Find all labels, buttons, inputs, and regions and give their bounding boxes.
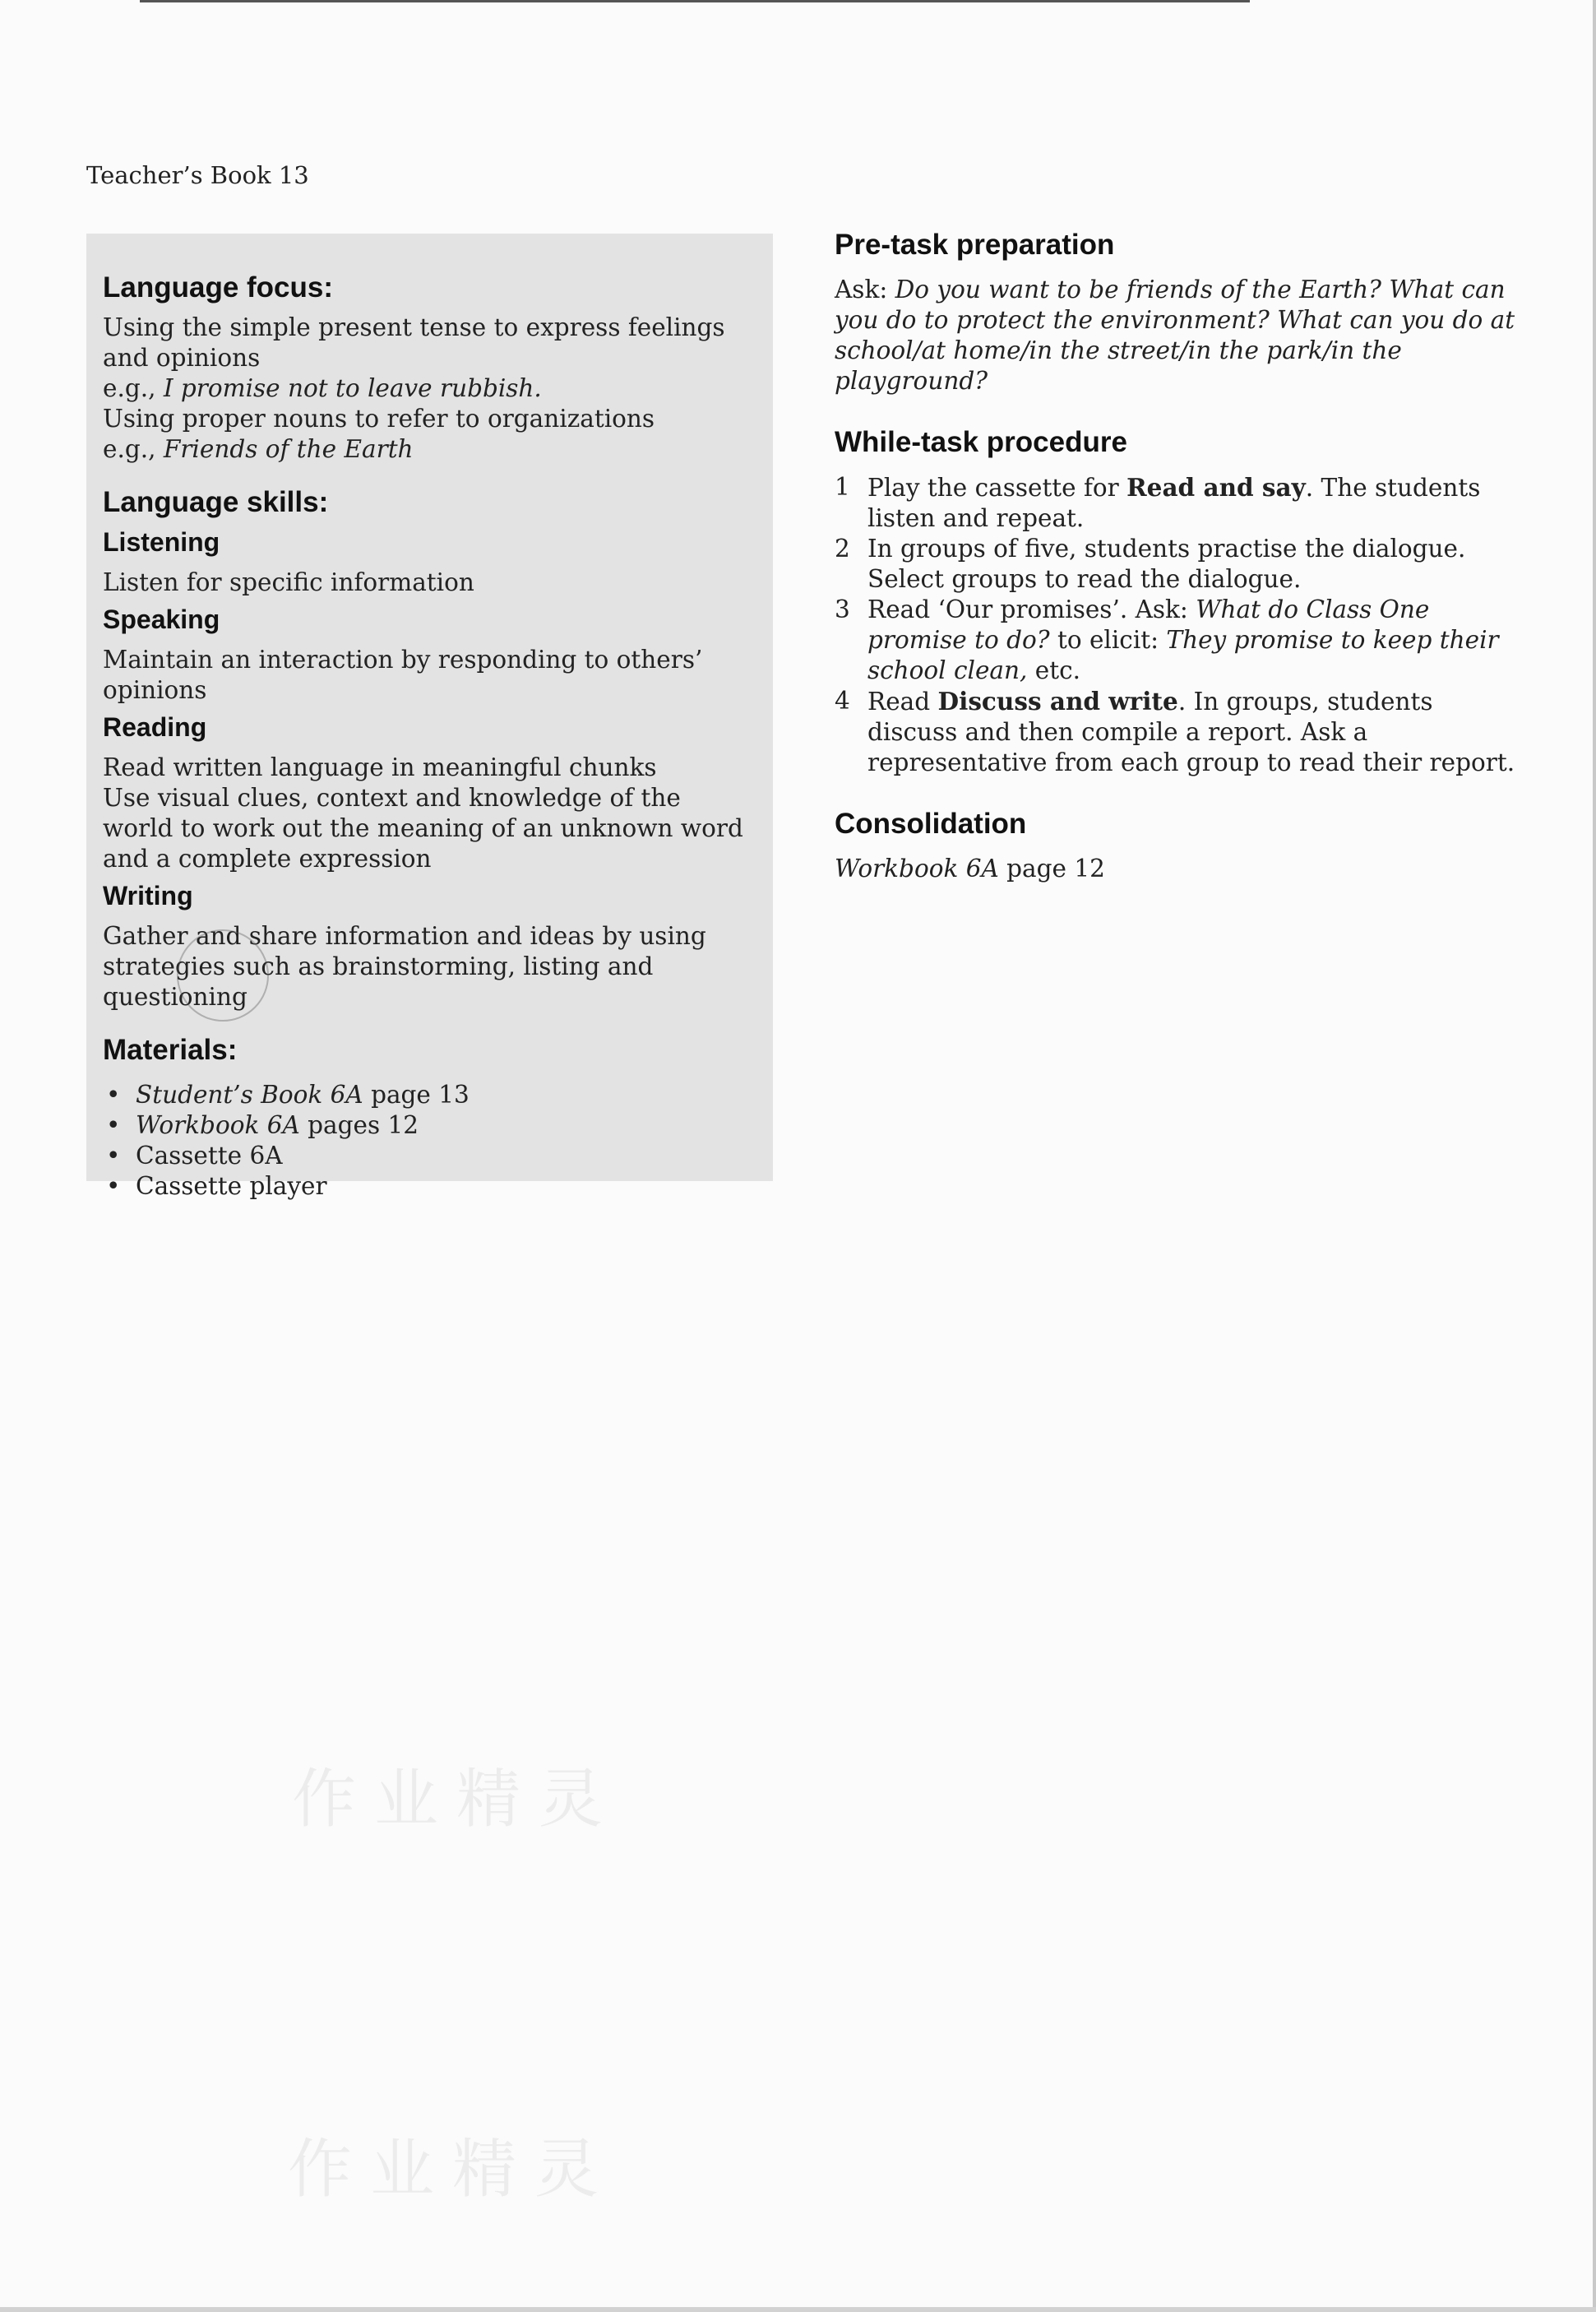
watermark: 作业精灵	[292, 1763, 622, 1837]
materials-item: • Cassette player	[103, 1171, 755, 1202]
consolidation-heading: Consolidation	[835, 808, 1027, 840]
material-page: page 13	[363, 1081, 470, 1109]
running-head: Teacher’s Book 13	[86, 161, 309, 189]
step-text: In groups of five, students practise the dialogue. Select groups to read the dialogue.	[867, 535, 1466, 593]
step-text: to elicit:	[1049, 626, 1167, 654]
pre-task-questions: Do you want to be friends of the Earth? What can you do to protect the environment? What can you do at school/at home/in the street/in the park/in the playground?	[835, 276, 1515, 395]
while-task-section	[835, 426, 1517, 778]
while-task-heading: While-task procedure	[835, 426, 1127, 458]
procedure-step	[835, 595, 1517, 686]
example-prefix: e.g.,	[103, 374, 164, 402]
materials-item: • Cassette 6A	[103, 1141, 755, 1171]
step-text: . The students listen and repeat.	[867, 474, 1481, 532]
step-text: Play the cassette for	[867, 474, 1127, 502]
ask-prefix: Ask:	[835, 276, 895, 303]
reading-text: Read written language in meaningful chunks	[103, 753, 657, 781]
materials-list	[103, 1080, 755, 1202]
pre-task-heading: Pre-task preparation	[835, 229, 1115, 261]
procedure-steps	[835, 472, 1517, 778]
step-number: 4	[835, 687, 850, 715]
listening-heading: Listening	[103, 527, 220, 557]
materials-heading: Materials:	[103, 1034, 238, 1066]
top-rule	[140, 0, 1250, 2]
writing-text: Gather and share information and ideas by using strategies such as brainstorming, listing and questioning	[103, 922, 706, 1011]
procedure-step	[835, 534, 1517, 595]
materials-item	[103, 1110, 755, 1141]
language-focus-line: Using the simple present tense to express feelings and opinions	[103, 313, 725, 372]
workbook-title: Workbook 6A	[835, 855, 999, 883]
step-number: 1	[835, 473, 850, 501]
language-skills-heading: Language skills:	[103, 486, 329, 518]
language-focus-example	[103, 373, 755, 404]
procedure-step	[835, 686, 1517, 778]
procedure-column	[835, 229, 1517, 914]
step-number: 2	[835, 535, 850, 563]
speaking-heading: Speaking	[103, 605, 220, 634]
speaking-text: Maintain an interaction by responding to others’ opinions	[103, 646, 703, 704]
language-focus-heading: Language focus:	[103, 271, 334, 303]
stamp-mark	[177, 929, 269, 1022]
material-page: pages 12	[299, 1111, 419, 1139]
step-italic: What do Class One promise to do?	[867, 595, 1430, 654]
step-number: 3	[835, 595, 850, 623]
consolidation-text	[835, 854, 1517, 884]
example-prefix: e.g.,	[103, 435, 164, 463]
materials-item	[103, 1080, 755, 1110]
example-text: Friends of the Earth	[163, 435, 414, 463]
writing-heading: Writing	[103, 881, 193, 910]
step-text: . In groups, students discuss and then compile a report. Ask a representative from each group to read their report.	[867, 688, 1515, 776]
procedure-step	[835, 472, 1517, 534]
step-bold: Discuss and write	[937, 687, 1178, 716]
language-focus-box	[86, 234, 773, 1200]
step-text: Read ‘Our promises’. Ask:	[867, 595, 1196, 623]
page-edge	[1593, 0, 1596, 2312]
page-bottom-edge	[0, 2307, 1596, 2312]
reading-heading: Reading	[103, 712, 207, 742]
step-bold: Read and say	[1126, 473, 1306, 502]
workbook-page: page 12	[998, 855, 1105, 883]
pre-task-text	[835, 275, 1517, 396]
material-title: Student’s Book 6A	[136, 1081, 363, 1109]
example-text: I promise not to leave rubbish.	[163, 374, 542, 402]
language-focus-line: Using proper nouns to refer to organizations	[103, 405, 655, 433]
step-text: etc.	[1027, 656, 1080, 684]
consolidation-section	[835, 808, 1517, 884]
pre-task-section	[835, 229, 1517, 396]
language-focus-example	[103, 434, 755, 465]
listening-text: Listen for specific information	[103, 568, 474, 596]
language-focus-text	[103, 313, 755, 465]
material-title: Workbook 6A	[136, 1111, 300, 1139]
reading-text: Use visual clues, context and knowledge of the world to work out the meaning of an unknown word and a complete expression	[103, 784, 743, 873]
watermark: 作业精灵	[288, 2133, 618, 2207]
step-text: Read	[867, 688, 938, 716]
step-italic: They promise to keep their school clean,	[867, 626, 1499, 684]
